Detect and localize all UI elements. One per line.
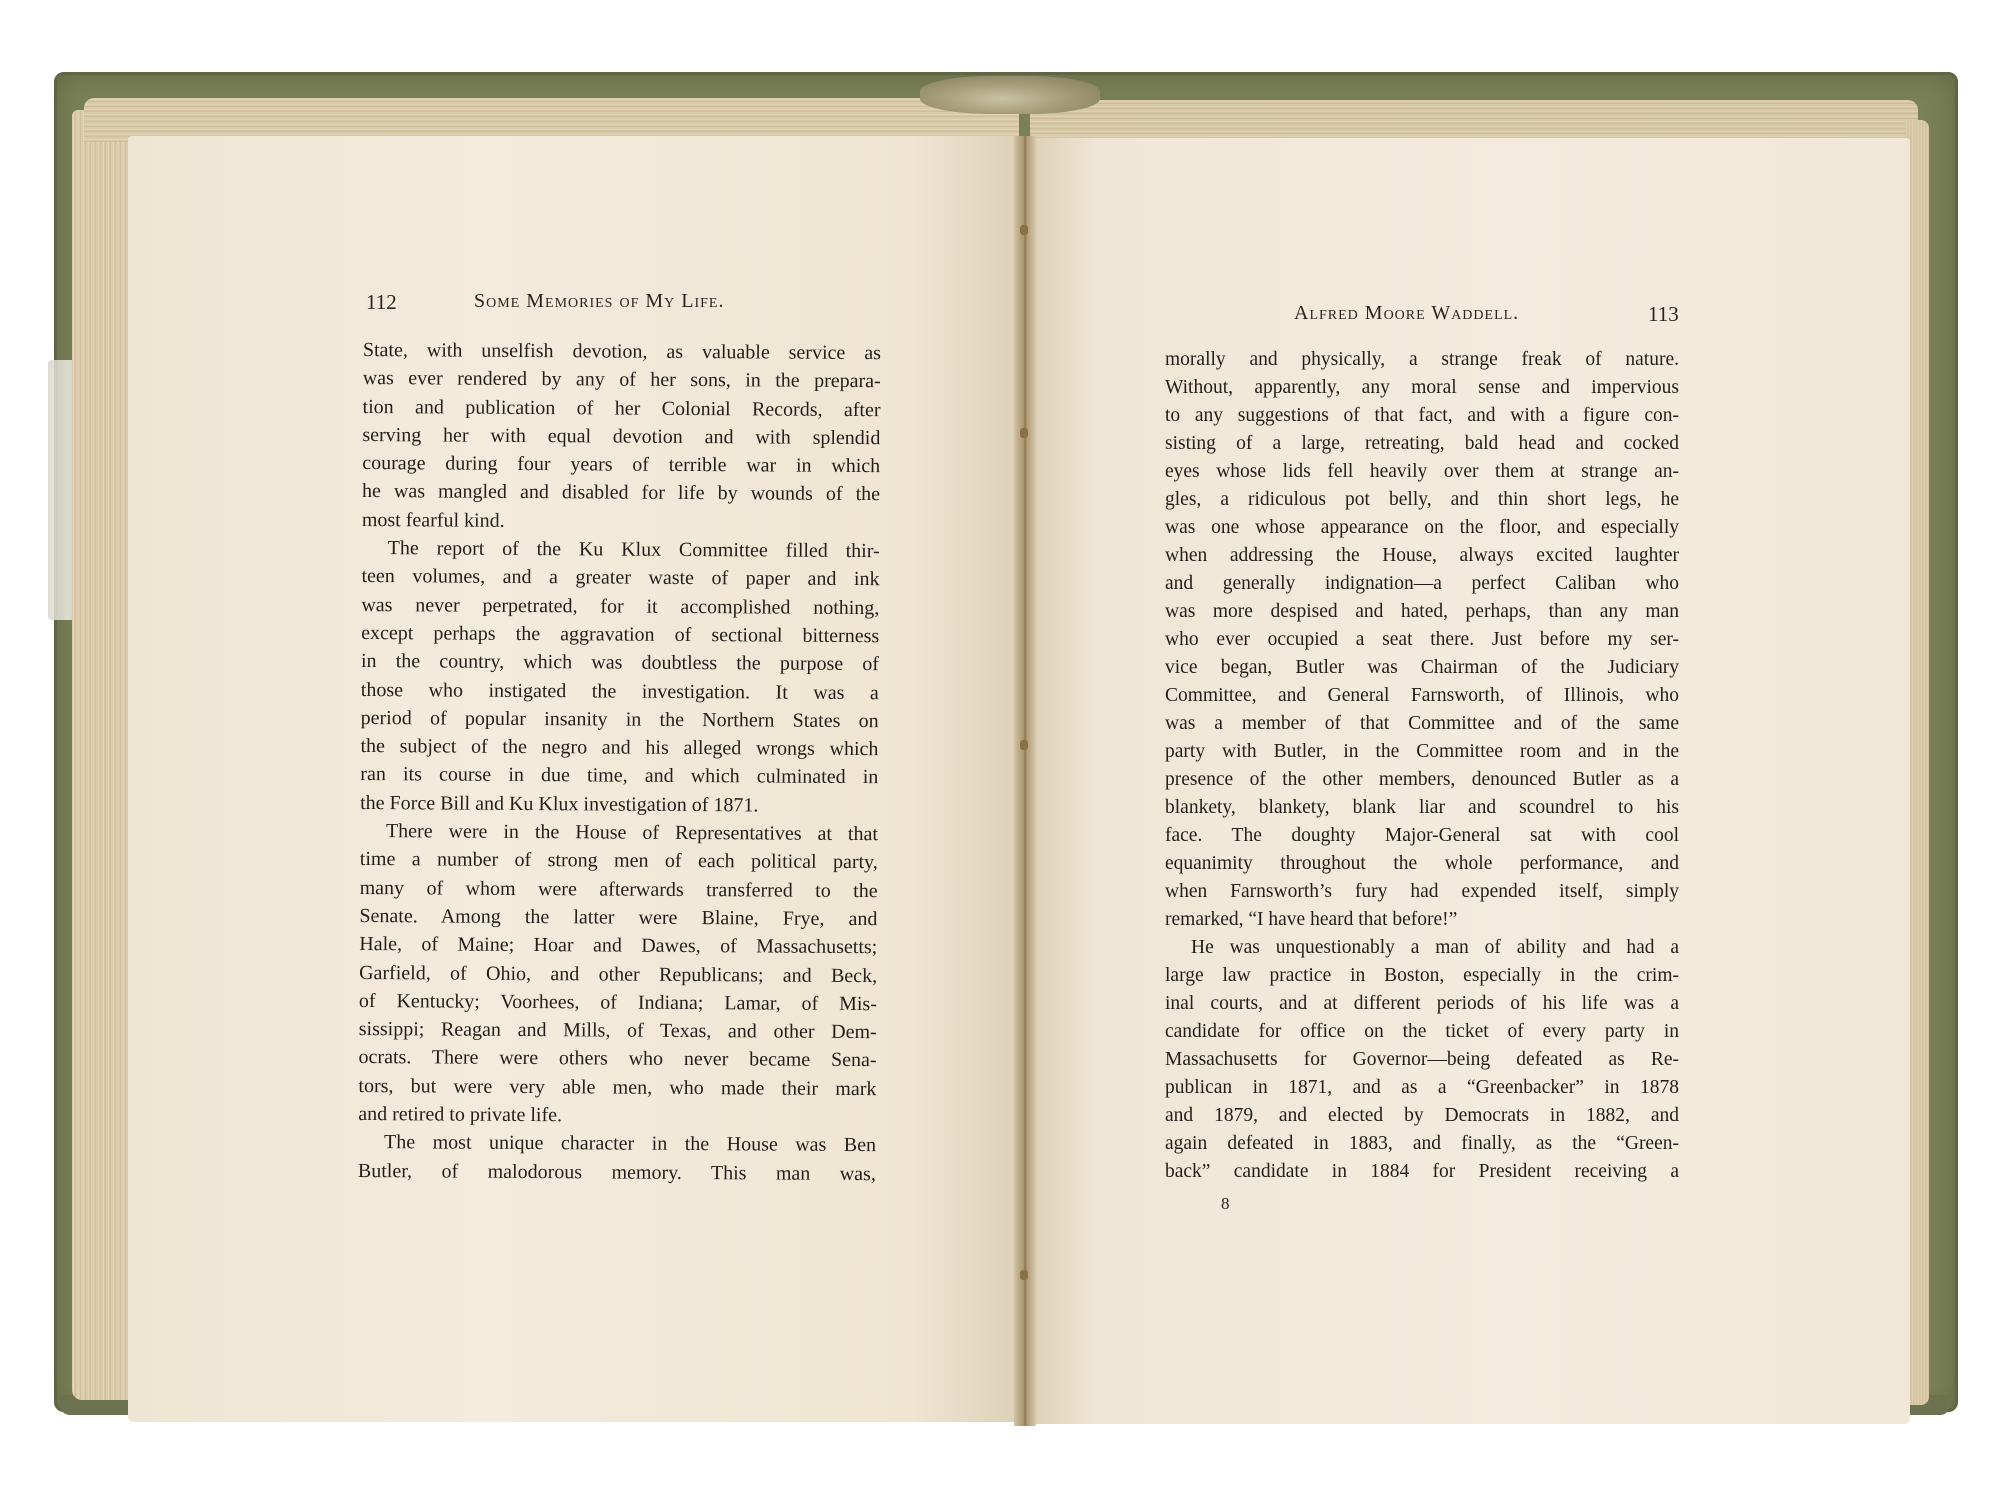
text-line: State, with unselfish devotion, as valuable service as [362, 338, 881, 365]
text-line: tors, but were very able men, who made their mark [358, 1074, 877, 1100]
text-line: serving her with equal devotion and with splendid [362, 423, 881, 450]
text-line: and generally indignation—a perfect Caliban who [1165, 573, 1679, 594]
text-line: and 1879, and elected by Democrats in 1882, and [1165, 1105, 1679, 1126]
text-line: presence of the other members, denounced Butler as a [1165, 769, 1679, 790]
text-line: those who instigated the investigation. It was a [360, 678, 879, 704]
binding-stitch [1020, 225, 1028, 235]
text-line: of Kentucky; Voorhees, of Indiana; Lamar, of Mis- [358, 989, 877, 1015]
text-line: was a member of that Committee and of the same [1165, 713, 1679, 734]
text-line: most fearful kind. [361, 508, 505, 532]
text-line: equanimity throughout the whole performance, and [1165, 853, 1679, 874]
text-line: blankety, blankety, blank liar and scoundrel to his [1165, 797, 1679, 818]
text-line: Butler, of malodorous memory. This man was, [357, 1159, 876, 1185]
text-line: courage during four years of terrible war in which [362, 452, 881, 478]
binding-stitch [1020, 740, 1028, 750]
text-line: Massachusetts for Governor—being defeated as Re- [1165, 1049, 1679, 1070]
text-line: publican in 1871, and as a “Greenbacker” in 1878 [1165, 1077, 1679, 1098]
text-line: Senate. Among the latter were Blaine, Frye, and [359, 904, 878, 931]
text-line: tion and publication of her Colonial Records, after [362, 395, 881, 421]
left-running-head: Some Memories of My Life. [474, 290, 725, 312]
text-line: face. The doughty Major-General sat with cool [1165, 825, 1679, 846]
text-line: ran its course in due time, and which culminated in [360, 763, 879, 789]
right-page-number: 113 [1648, 302, 1679, 326]
text-line: gles, a ridiculous pot belly, and thin short legs, he [1165, 489, 1679, 510]
text-line: again defeated in 1883, and finally, as the “Green- [1165, 1133, 1679, 1154]
text-line: teen volumes, and a greater waste of paper and ink [361, 565, 880, 591]
gutter [1014, 136, 1036, 1426]
text-line: There were in the House of Representatives at that [385, 820, 879, 846]
text-line: except perhaps the aggravation of sectional bitterness [361, 621, 880, 648]
text-line: was never perpetrated, for it accomplished nothing, [361, 593, 880, 619]
signature-mark: 8 [1221, 1194, 1230, 1213]
text-line: period of popular insanity in the Northern States on [360, 706, 879, 733]
text-line: remarked, “I have heard that before!” [1165, 909, 1458, 930]
text-line: was more despised and hated, perhaps, than any man [1165, 601, 1679, 622]
text-line: sissippi; Reagan and Mills, of Texas, and other Dem- [358, 1018, 877, 1044]
text-line: eyes whose lids fell heavily over them at strange an- [1165, 461, 1679, 482]
text-line: large law practice in Boston, especially in the crim- [1165, 965, 1679, 986]
text-line: he was mangled and disabled for life by wounds of the [361, 480, 881, 506]
text-line: many of whom were afterwards transferred to the [359, 876, 878, 902]
text-line: back” candidate in 1884 for President receiving a [1165, 1161, 1679, 1182]
text-line: was ever rendered by any of her sons, in the prepara- [362, 367, 881, 393]
text-line: Hale, of Maine; Hoar and Dawes, of Massachusetts; [359, 933, 878, 959]
text-line: when addressing the House, always excited laughter [1165, 545, 1679, 566]
left-page-text [358, 336, 881, 1188]
text-line: who ever occupied a seat there. Just before my ser- [1165, 629, 1679, 650]
text-line: to any suggestions of that fact, and with a figure con- [1165, 405, 1679, 426]
text-line: the Force Bill and Ku Klux investigation of 1871. [360, 791, 759, 817]
right-running-head: Alfred Moore Waddell. [1294, 302, 1520, 324]
text-line: inal courts, and at different periods of his life was a [1165, 993, 1679, 1014]
text-line: candidate for office on the ticket of every party in [1165, 1021, 1679, 1042]
text-line: The report of the Ku Klux Committee filled thir- [387, 537, 880, 563]
binding-stitch [1020, 1270, 1028, 1280]
text-line: the subject of the negro and his alleged wrongs which [360, 735, 879, 761]
text-line: time a number of strong men of each political party, [359, 848, 878, 874]
text-line: was one whose appearance on the floor, and especially [1165, 517, 1679, 538]
left-page-edges [72, 110, 132, 1400]
headband [920, 76, 1100, 114]
text-line: vice began, Butler was Chairman of the Judiciary [1165, 657, 1679, 678]
right-page-text [1165, 346, 1679, 1186]
text-line: when Farnsworth’s fury had expended itself, simply [1165, 881, 1679, 902]
binding-stitch [1020, 428, 1028, 438]
text-line: in the country, which was doubtless the purpose of [360, 650, 880, 676]
text-line: morally and physically, a strange freak of nature. [1165, 349, 1679, 370]
text-line: sisting of a large, retreating, bald head and cocked [1165, 433, 1679, 454]
text-line: Without, apparently, any moral sense and impervious [1165, 377, 1679, 398]
text-line: Garfield, of Ohio, and other Republicans; and Beck, [359, 961, 878, 987]
text-line: He was unquestionably a man of ability and had a [1191, 937, 1679, 958]
text-line: The most unique character in the House was Ben [384, 1131, 877, 1157]
text-line: party with Butler, in the Committee room and in the [1165, 741, 1679, 762]
text-line: and retired to private life. [358, 1103, 563, 1127]
text-line: Committee, and General Farnsworth, of Illinois, who [1165, 685, 1679, 706]
left-page-number: 112 [366, 290, 397, 314]
text-line: ocrats. There were others who never became Sena- [358, 1046, 877, 1072]
